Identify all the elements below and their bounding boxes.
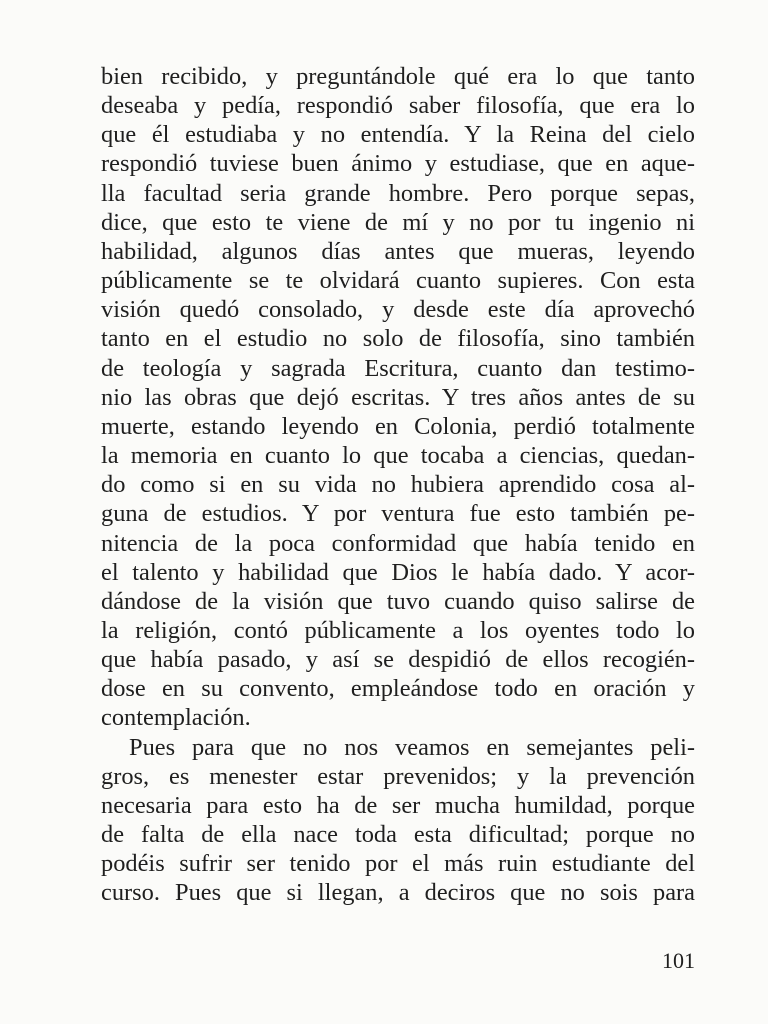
text-line: que había pasado, y así se despidió de ellos recogién- [101,646,695,674]
text-line: bien recibido, y preguntándole qué era lo que tanto [101,63,695,90]
text-line: guna de estudios. Y por ventura fue esto también pe- [101,500,695,528]
text-line: respondió tuviese buen ánimo y estudiase, que en aque- [101,150,695,178]
text-line: curso. Pues que si llegan, a deciros que no sois para [101,879,695,907]
paragraph-end-line: contemplación. [101,704,251,732]
text-line: podéis sufrir ser tenido por el más ruin estudiante del [101,850,695,878]
text-line: nitencia de la poca conformidad que había tenido en [101,529,695,557]
text-line: habilidad, algunos días antes que mueras, leyendo [101,237,695,265]
text-line: la religión, contó públicamente a los oyentes todo lo [101,616,695,644]
text-line: de falta de ella nace toda esta dificultad; porque no [101,821,695,849]
text-line: visión quedó consolado, y desde este día aprovechó [101,296,695,324]
text-line: gros, es menester estar prevenidos; y la prevención [101,762,695,790]
body-text [101,62,695,908]
text-line: que él estudiaba y no entendía. Y la Reina del cielo [101,121,695,149]
text-line: dose en su convento, empleándose todo en oración y [101,675,695,703]
paragraph-first-line: Pues para que no nos veamos en semejantes peli- [129,733,695,761]
text-line: públicamente se te olvidará cuanto supieres. Con esta [101,267,695,295]
page-number: 101 [662,948,695,973]
text-line: dándose de la visión que tuvo cuando quiso salirse de [101,587,695,615]
text-line: de teología y sagrada Escritura, cuanto dan testimo- [101,354,695,382]
text-line: la memoria en cuanto lo que tocaba a ciencias, quedan- [101,442,695,470]
text-line: el talento y habilidad que Dios le había dado. Y acor- [101,558,695,586]
text-line: nio las obras que dejó escritas. Y tres años antes de su [101,383,695,411]
text-line: dice, que esto te viene de mí y no por tu ingenio ni [101,208,695,236]
text-line: do como si en su vida no hubiera aprendido cosa al- [101,471,695,499]
text-line: necesaria para esto ha de ser mucha humildad, porque [101,791,695,819]
text-line: muerte, estando leyendo en Colonia, perdió totalmente [101,412,695,440]
text-line: lla facultad seria grande hombre. Pero porque sepas, [101,179,695,207]
text-line: deseaba y pedía, respondió saber filosofía, que era lo [101,92,695,120]
text-line: tanto en el estudio no solo de filosofía, sino también [101,325,695,353]
